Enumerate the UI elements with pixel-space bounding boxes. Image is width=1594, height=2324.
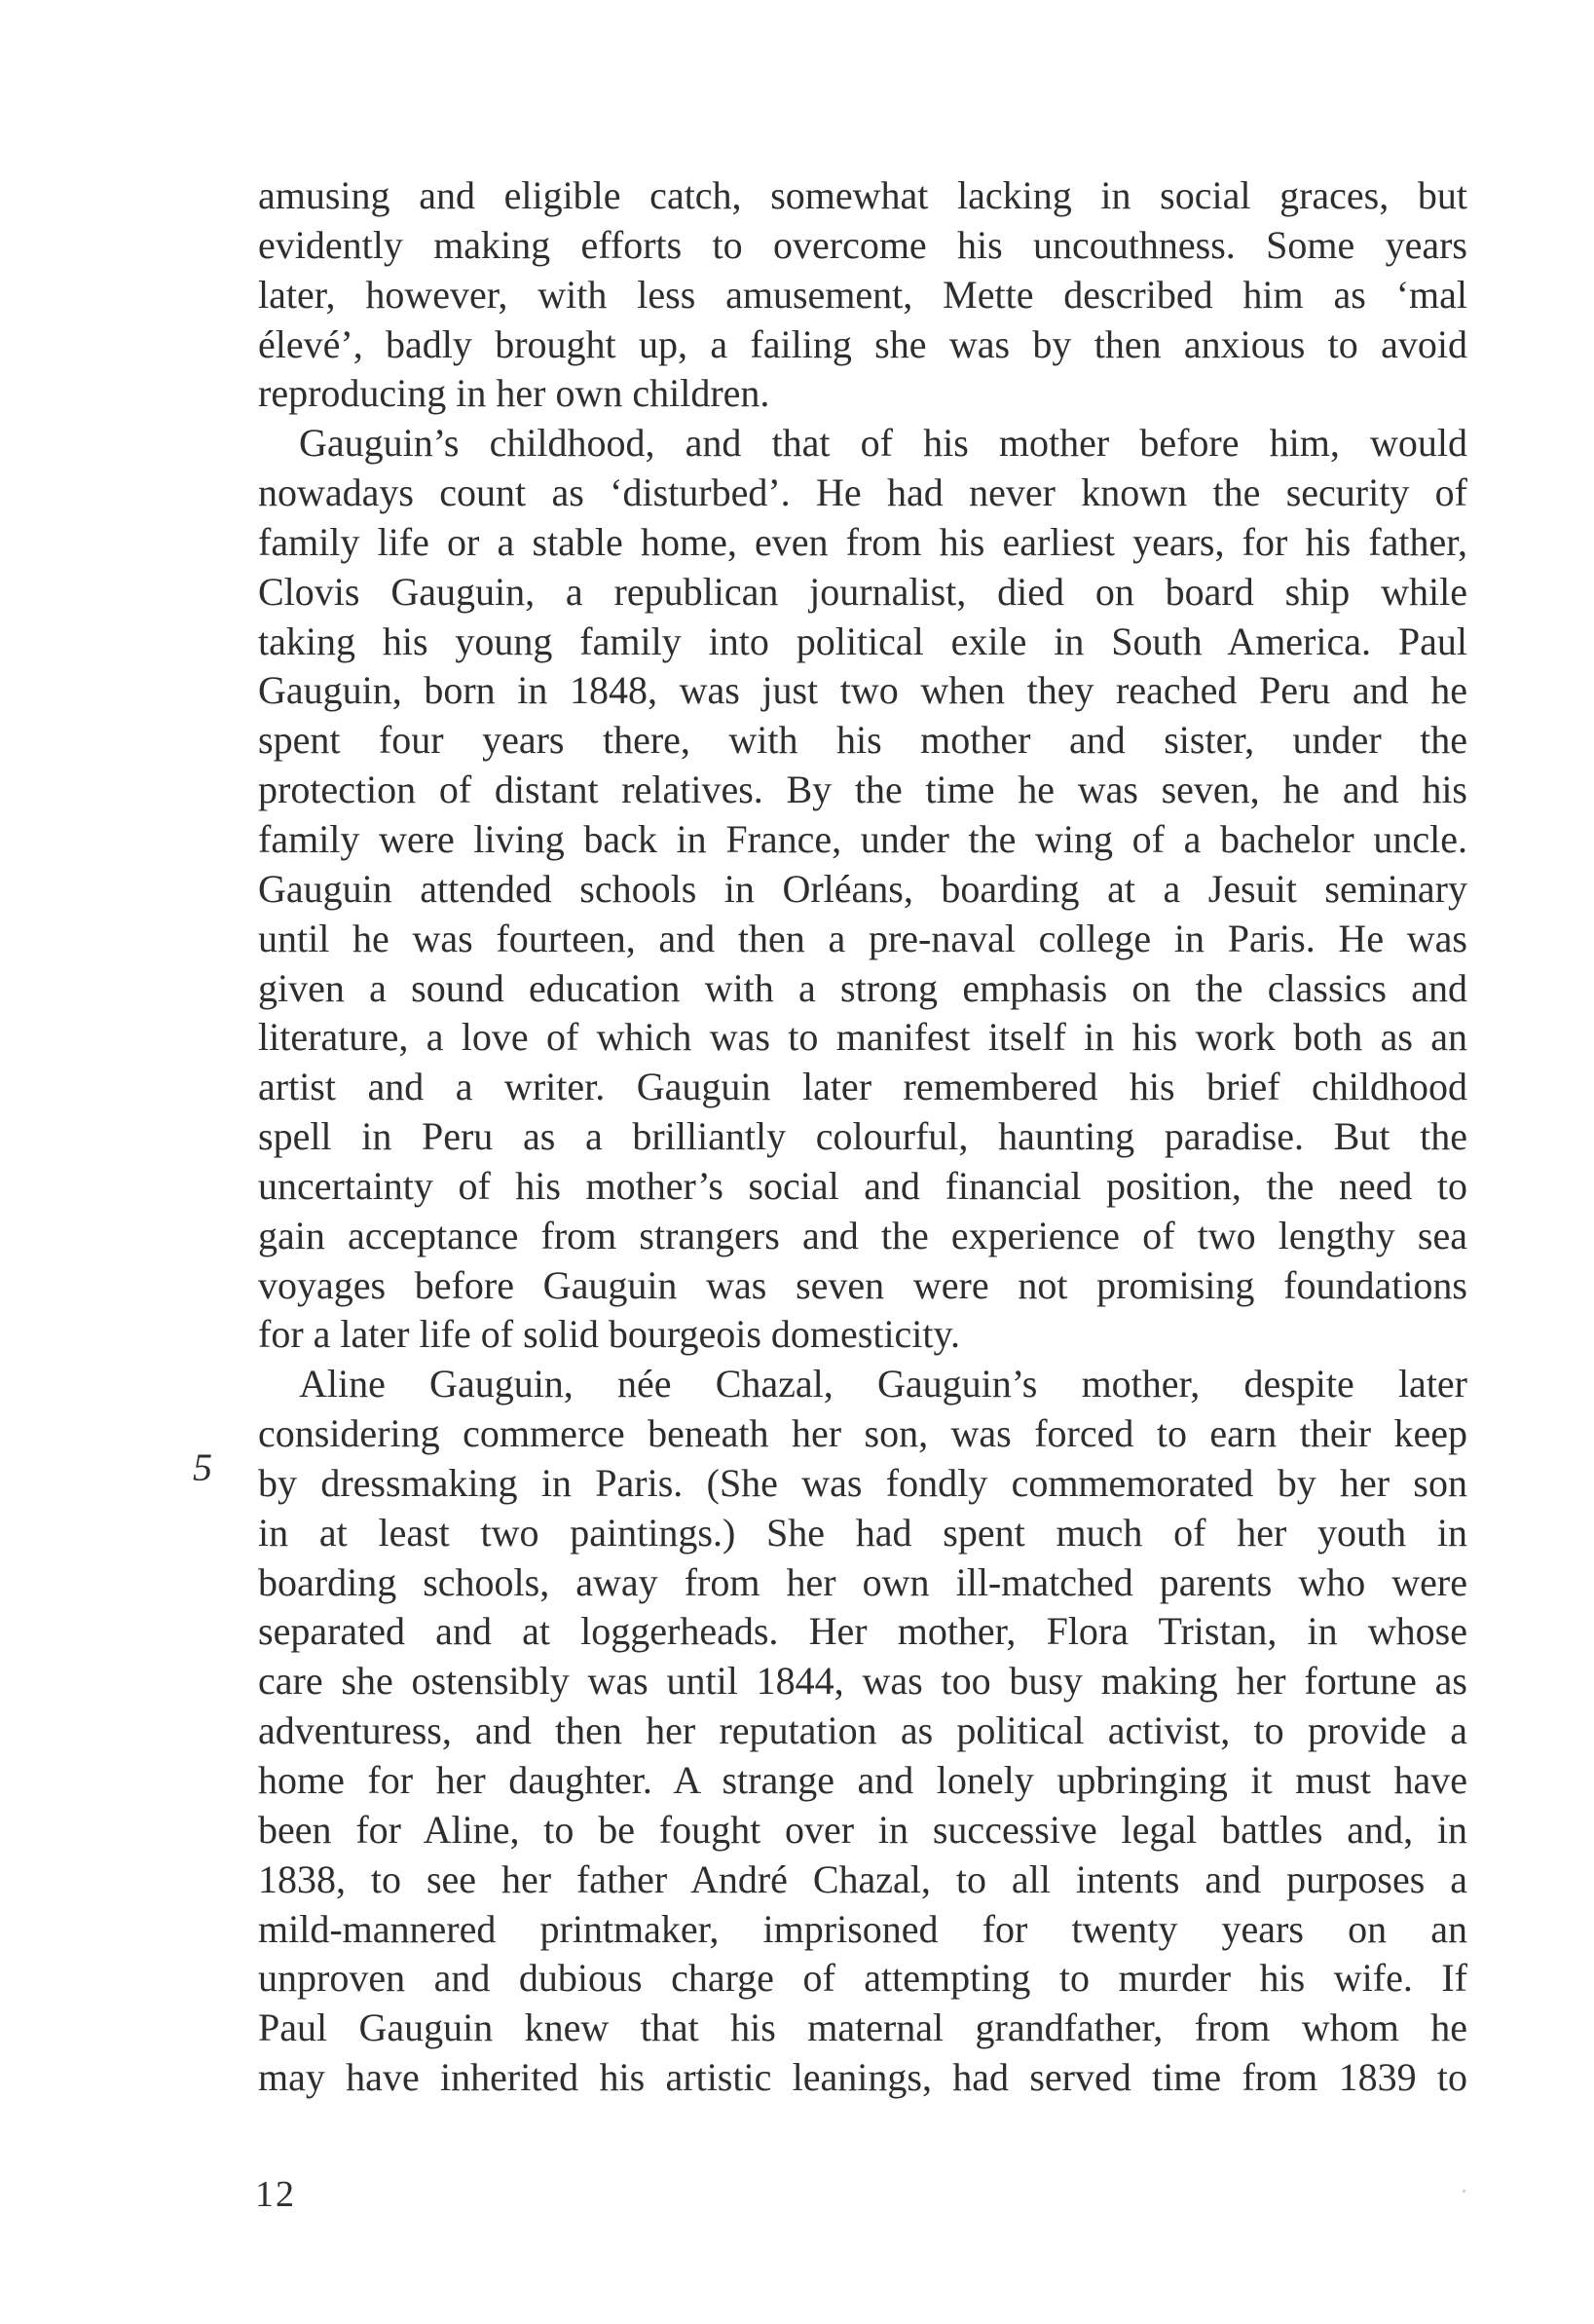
text-line: care she ostensibly was until 1844, was too busy making her fortune as: [258, 1659, 1467, 1704]
text-line: home for her daughter. A strange and lonely upbringing it must have: [258, 1758, 1467, 1802]
text-line: given a sound education with a strong emphasis on the classics and: [258, 965, 1467, 1010]
text-line: adventuress, and then her reputation as political activist, to provide a: [258, 1708, 1467, 1753]
text-line: for a later life of solid bourgeois domesticity.: [258, 1312, 960, 1357]
text-line: Aline Gauguin, née Chazal, Gauguin’s mother, despite later: [299, 1362, 1467, 1406]
text-line: uncertainty of his mother’s social and financial position, the need to: [258, 1163, 1467, 1208]
text-line: Gauguin’s childhood, and that of his mother before him, would: [299, 421, 1467, 466]
text-line: in at least two paintings.) She had spent much of her youth in: [258, 1510, 1467, 1555]
text-line: literature, a love of which was to manifest itself in his work both as an: [258, 1015, 1467, 1060]
text-line: considering commerce beneath her son, was forced to earn their keep: [258, 1411, 1467, 1456]
text-line: by dressmaking in Paris. (She was fondly commemorated by her son: [258, 1460, 1467, 1505]
text-line: reproducing in her own children.: [258, 371, 770, 416]
text-line: unproven and dubious charge of attempting to murder his wife. If: [258, 1956, 1467, 2001]
text-line: élevé’, badly brought up, a failing she was by then anxious to avoid: [258, 321, 1467, 366]
text-line: later, however, with less amusement, Mette described him as ‘mal: [258, 272, 1467, 317]
text-line: voyages before Gauguin was seven were not promising foundations: [258, 1262, 1467, 1307]
text-line: amusing and eligible catch, somewhat lacking in social graces, but: [258, 173, 1467, 217]
text-line: separated and at loggerheads. Her mother, Flora Tristan, in whose: [258, 1609, 1467, 1654]
margin-line-marker: 5: [193, 1445, 212, 1489]
text-line: Gauguin attended schools in Orléans, boarding at a Jesuit seminary: [258, 866, 1467, 911]
text-line: gain acceptance from strangers and the experience of two lengthy sea: [258, 1213, 1467, 1257]
text-line: family life or a stable home, even from his earliest years, for his father,: [258, 519, 1467, 564]
text-line: spent four years there, with his mother and sister, under the: [258, 718, 1467, 763]
body-text: [258, 171, 1467, 2103]
text-line: 1838, to see her father André Chazal, to all intents and purposes a: [258, 1856, 1467, 1901]
text-line: may have inherited his artistic leanings, had served time from 1839 to: [258, 2055, 1467, 2100]
text-line: evidently making efforts to overcome his uncouthness. Some years: [258, 222, 1467, 267]
text-line: protection of distant relatives. By the time he was seven, he and his: [258, 768, 1467, 812]
text-line: Clovis Gauguin, a republican journalist, died on board ship while: [258, 569, 1467, 614]
scan-speck: [1463, 2190, 1465, 2193]
text-line: boarding schools, away from her own ill-matched parents who were: [258, 1559, 1467, 1604]
text-line: family were living back in France, under the wing of a bachelor uncle.: [258, 816, 1467, 861]
text-line: taking his young family into political exile in South America. Paul: [258, 618, 1467, 663]
text-line: until he was fourteen, and then a pre-naval college in Paris. He was: [258, 916, 1467, 960]
text-line: spell in Peru as a brilliantly colourful, haunting paradise. But the: [258, 1114, 1467, 1159]
text-line: artist and a writer. Gauguin later remembered his brief childhood: [258, 1065, 1467, 1109]
text-line: nowadays count as ‘disturbed’. He had never known the security of: [258, 470, 1467, 515]
text-line: been for Aline, to be fought over in successive legal battles and, in: [258, 1807, 1467, 1852]
text-line: mild-mannered printmaker, imprisoned for twenty years on an: [258, 1906, 1467, 1951]
page-number: 12: [255, 2174, 296, 2215]
text-line: Paul Gauguin knew that his maternal grandfather, from whom he: [258, 2005, 1467, 2050]
text-line: Gauguin, born in 1848, was just two when they reached Peru and he: [258, 668, 1467, 713]
